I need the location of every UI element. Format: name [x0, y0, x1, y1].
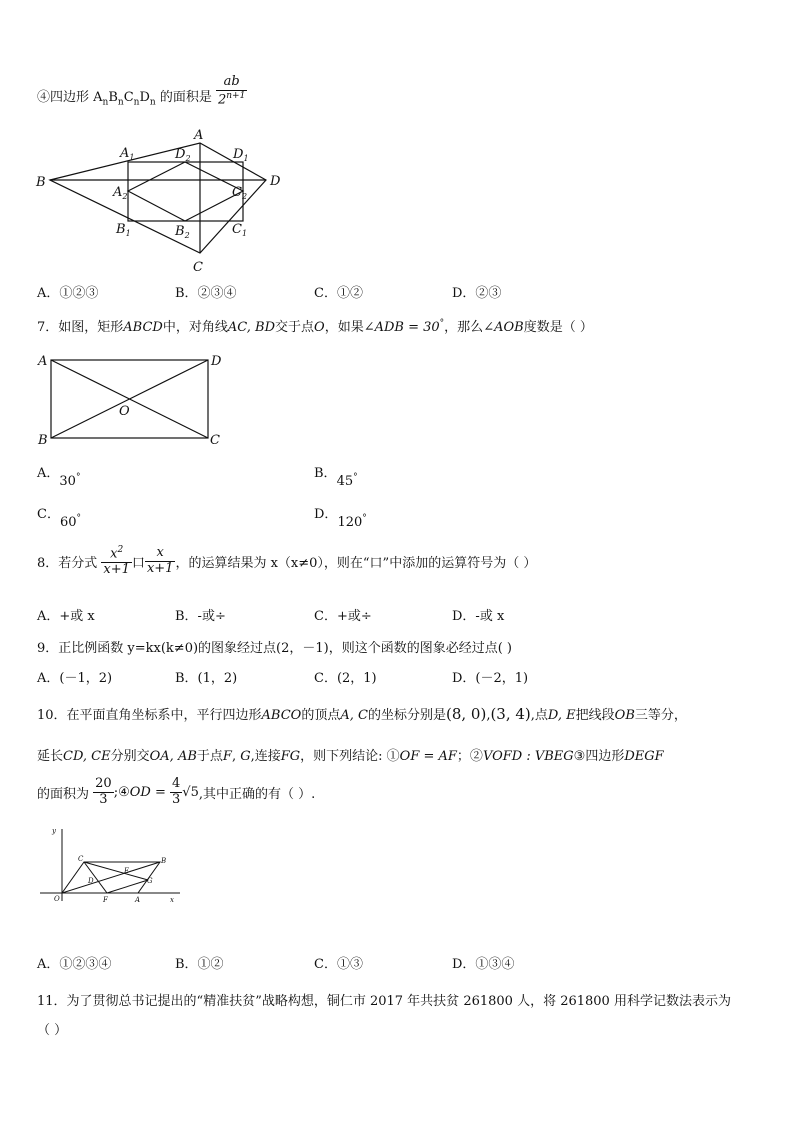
label-C2: $C_2$ — [232, 185, 248, 201]
label-y: y — [52, 827, 56, 835]
q8-option-b[interactable]: B．-或÷ — [175, 609, 226, 624]
label-x: x — [170, 896, 174, 904]
q6-option-a[interactable]: A．①②③ — [37, 286, 99, 301]
q6-option-b[interactable]: B．②③④ — [175, 286, 237, 301]
segment-ob — [62, 862, 160, 893]
q8-option-c[interactable]: C．+或÷ — [314, 609, 372, 624]
parallelogram-coordinate-figure — [36, 825, 186, 915]
item4-statement: ④四边形 $A_nB_nC_nD_n$ 的面积是 $\frac{ab}{2^{n+1}}$ — [37, 73, 246, 108]
q8-option-a[interactable]: A．+或 x — [37, 609, 95, 624]
label-B: B — [36, 175, 46, 190]
label-A: A — [38, 354, 48, 369]
label-A2: $A_2$ — [113, 185, 128, 201]
q10-line-3: 的面积为 $\frac{20}{3}$ ;④OD = $\frac{4}{3}$ √5,其中正确的有（ ）. — [37, 776, 316, 807]
segment-fg — [107, 880, 148, 893]
rectangle-figure — [34, 350, 224, 450]
label-D: D — [211, 354, 222, 369]
label-B: B — [38, 433, 48, 448]
q7-option-d[interactable]: D．120° — [314, 507, 367, 530]
label-A: A — [194, 128, 204, 143]
label-D: D — [270, 174, 281, 189]
q9-stem: 9．正比例函数 y=kx(k≠0)的图象经过点(2，－1)，则这个函数的图象必经过点( ) — [37, 641, 512, 656]
label-A: A — [135, 896, 141, 904]
item4-suffix: 的面积是 — [159, 90, 212, 105]
q8-fraction-1: $\frac{x^2}{x+1}$ — [103, 545, 130, 578]
label-G: G — [147, 877, 153, 885]
q9-option-a[interactable]: A．(－1，2) — [37, 671, 113, 686]
q9-option-d[interactable]: D．(－2，1) — [452, 671, 529, 686]
q7-option-b[interactable]: B．45° — [314, 466, 358, 489]
label-C: C — [193, 260, 203, 275]
q10-option-d[interactable]: D．①③④ — [452, 957, 515, 972]
label-C: C — [78, 855, 84, 863]
q7-stem: 7．如图，矩形ABCD中，对角线AC, BD交于点O，如果∠ADB = 30°，那么∠AOB度数是（ ） — [37, 318, 593, 335]
q10-line-2: 延长CD, CE分别交OA, AB于点F, G,连接FG，则下列结论: ①OF = AF；②VOFD : VBEG③四边形DEGF — [37, 749, 664, 764]
q11-stem-line-2: （ ） — [37, 1023, 68, 1038]
q8-fraction-2: $\frac{x}{x+1}$ — [146, 545, 174, 577]
q9-option-b[interactable]: B．(1，2) — [175, 671, 238, 686]
q7-option-c[interactable]: C．60° — [37, 507, 81, 530]
q11-stem-line-1: 11．为了贯彻总书记提出的“精准扶贫”战略构想，铜仁市 2017 年共扶贫 261800 人，将 261800 用科学记数法表示为 — [37, 994, 731, 1009]
quadrilateral-figure — [30, 125, 290, 275]
label-A1: $A_1$ — [120, 146, 135, 162]
label-D2: $D_2$ — [175, 147, 191, 163]
label-C: C — [210, 433, 220, 448]
label-B1: $B_1$ — [116, 222, 131, 238]
rectangle-a1b1c1d1 — [128, 162, 243, 221]
q8-option-d[interactable]: D．-或 x — [452, 609, 505, 624]
label-E: E — [124, 867, 130, 875]
label-C1: $C_1$ — [232, 222, 248, 238]
rhombus-a2b2c2d2 — [128, 162, 243, 221]
q8-stem: 8．若分式 $\frac{x^2}{x+1}$ 口 $\frac{x}{x+1}$ ，的运算结果为 x（x≠0），则在“口”中添加的运算符号为（ ） — [37, 545, 537, 578]
label-O: O — [119, 404, 130, 419]
q6-option-d[interactable]: D．②③ — [452, 286, 502, 301]
label-B: B — [161, 857, 167, 865]
label-O: O — [54, 895, 60, 903]
q9-option-c[interactable]: C．(2，1) — [314, 671, 377, 686]
q7-option-a[interactable]: A．30° — [37, 466, 81, 489]
item4-fraction: $\frac{ab}{2^{n+1}}$ — [217, 73, 246, 108]
q10-option-a[interactable]: A．①②③④ — [37, 957, 112, 972]
q10-option-b[interactable]: B．①② — [175, 957, 224, 972]
q6-option-c[interactable]: C．①② — [314, 286, 363, 301]
label-D1: $D_1$ — [233, 147, 249, 163]
label-B2: $B_2$ — [175, 224, 190, 240]
label-F: F — [103, 896, 108, 904]
item4-prefix: ④四边形 A — [37, 90, 103, 105]
q10-option-c[interactable]: C．①③ — [314, 957, 363, 972]
q10-line-1: 10．在平面直角坐标系中，平行四边形ABCO的顶点A, C的坐标分别是(8, 0),(3, 4),点D, E把线段OB三等分， — [37, 705, 687, 723]
label-D: D — [88, 877, 94, 885]
